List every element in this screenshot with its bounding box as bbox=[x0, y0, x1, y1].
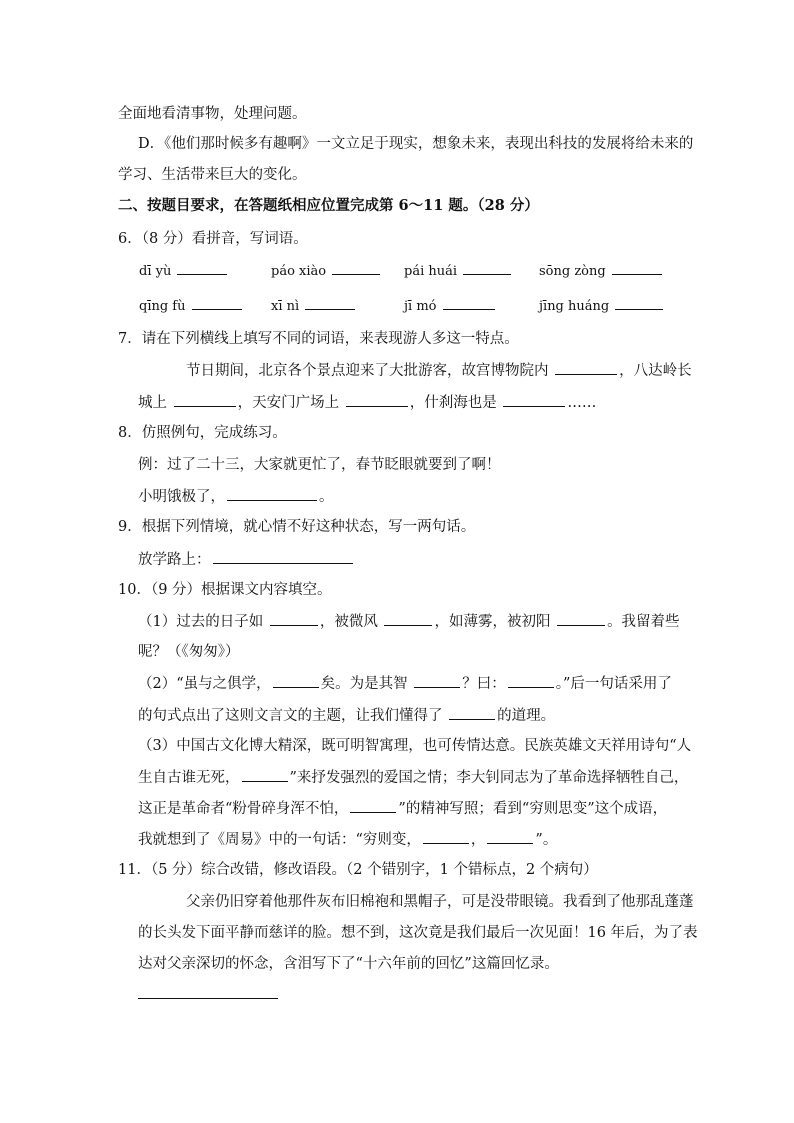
option-d-line: 学习、生活带来巨大的变化。 bbox=[118, 167, 307, 183]
text-segment: 的句式点出了这则文言文的主题，让我们懂得了 bbox=[138, 708, 443, 724]
text-segment: …… bbox=[567, 395, 597, 411]
text-segment: 矣。为是其智 bbox=[320, 676, 408, 692]
pinyin-item bbox=[404, 297, 497, 316]
question-10-line bbox=[138, 798, 667, 819]
text-segment: 小明饿极了， bbox=[138, 489, 225, 505]
text-segment: ， bbox=[470, 832, 486, 848]
answer-blank[interactable] bbox=[346, 392, 408, 407]
answer-blank[interactable] bbox=[508, 673, 554, 688]
question-9-task bbox=[138, 549, 355, 570]
answer-blank[interactable] bbox=[487, 829, 533, 844]
answer-blank[interactable] bbox=[174, 392, 236, 407]
answer-blank[interactable] bbox=[273, 673, 319, 688]
question-10-line bbox=[138, 611, 680, 632]
pinyin-text: jīng huáng bbox=[539, 299, 610, 314]
pinyin-item bbox=[539, 297, 665, 316]
text-segment: ”来抒发强烈的爱国之情；李大钊同志为了革命选择牺牲自己， bbox=[289, 770, 689, 786]
pinyin-item bbox=[271, 262, 382, 281]
text-segment: 。”后一句话采用了 bbox=[555, 676, 672, 692]
text-segment: ？曰： bbox=[462, 676, 506, 692]
text-segment: （2）“虽与之俱学， bbox=[138, 676, 271, 692]
pinyin-item bbox=[139, 297, 244, 316]
text-segment: 城上 bbox=[138, 395, 167, 411]
text-segment: 。 bbox=[319, 489, 334, 505]
passage-line: 的长头发下面平静而慈详的脸。想不到，这次竟是我们最后一次见面！16 年后，为了表 bbox=[138, 925, 698, 941]
question-10-line: （3）中国古文化博大精深，既可明智寓理，也可传情达意。民族英雄文天祥用诗句“人 bbox=[138, 738, 692, 754]
answer-blank[interactable] bbox=[227, 486, 317, 501]
answer-blank[interactable] bbox=[423, 829, 469, 844]
passage-line: 达对父亲深切的怀念，含泪写下了“十六年前的回忆”这篇回忆录。 bbox=[138, 956, 559, 972]
example-sentence: 例：过了二十三，大家就更忙了，春节眨眼就要到了啊！ bbox=[138, 457, 501, 473]
answer-blank[interactable] bbox=[443, 297, 495, 310]
text-line: 全面地看清事物，处理问题。 bbox=[118, 106, 307, 122]
question-9-prompt: 9．根据下列情境，就心情不好这种状态，写一两句话。 bbox=[118, 519, 476, 535]
pinyin-text: dī yù bbox=[139, 264, 172, 279]
passage-line: 父亲仍旧穿着他那件灰布旧棉袍和黑帽子，可是没带眼镜。我看到了他那乱蓬蓬 bbox=[186, 894, 694, 910]
answer-blank[interactable] bbox=[332, 262, 380, 275]
text-segment: 节日期间，北京各个景点迎来了大批游客，故宫博物院内 bbox=[186, 363, 549, 379]
pinyin-text: sōng zòng bbox=[539, 264, 606, 279]
pinyin-text: qīng fù bbox=[139, 299, 186, 314]
answer-blank[interactable] bbox=[270, 611, 318, 626]
text-segment: ，被微风 bbox=[319, 614, 378, 630]
answer-blank[interactable] bbox=[612, 262, 662, 275]
pinyin-item bbox=[404, 262, 513, 281]
answer-blank[interactable] bbox=[242, 767, 288, 782]
answer-blank[interactable] bbox=[350, 798, 396, 813]
pinyin-item bbox=[539, 262, 664, 281]
option-d-line: D．《他们那时候多有趣啊》一文立足于现实，想象未来，表现出科技的发展将给未来的 bbox=[138, 136, 694, 152]
text-segment: ，天安门广场上 bbox=[237, 395, 340, 411]
text-segment: 我就想到了《周易》中的一句话：“穷则变， bbox=[138, 832, 421, 848]
question-7-line bbox=[186, 360, 692, 381]
question-7-line bbox=[138, 392, 596, 413]
question-10-line bbox=[138, 673, 672, 694]
question-10-prompt: 10．（9 分）根据课文内容填空。 bbox=[118, 582, 332, 598]
text-segment: （1）过去的日子如 bbox=[138, 614, 264, 630]
question-8-task bbox=[138, 486, 334, 507]
pinyin-text: páo xiào bbox=[271, 264, 327, 279]
answer-blank[interactable] bbox=[503, 392, 565, 407]
answer-blank[interactable] bbox=[192, 297, 242, 310]
section-heading: 二、按题目要求，在答题纸相应位置完成第 6～11 题。（28 分） bbox=[118, 197, 539, 214]
question-11-prompt: 11．（5 分）综合改错，修改语段。（2 个错别字，1 个错标点，2 个病句） bbox=[118, 862, 598, 878]
answer-blank[interactable] bbox=[555, 360, 617, 375]
question-6-prompt: 6．（8 分）看拼音，写词语。 bbox=[118, 231, 308, 247]
question-10-line bbox=[138, 767, 688, 788]
pinyin-item bbox=[139, 262, 229, 281]
pinyin-text: xī nì bbox=[271, 299, 300, 314]
text-segment: ，如薄雾，被初阳 bbox=[434, 614, 551, 630]
question-10-line bbox=[138, 829, 557, 850]
pinyin-text: jī mó bbox=[404, 299, 437, 314]
text-segment: 生自古谁无死， bbox=[138, 770, 240, 786]
text-segment: ，八达岭长 bbox=[619, 363, 692, 379]
answer-blank[interactable] bbox=[463, 262, 511, 275]
answer-blank[interactable] bbox=[213, 549, 353, 564]
answer-blank[interactable] bbox=[177, 262, 227, 275]
answer-blank[interactable] bbox=[449, 705, 495, 720]
answer-line[interactable] bbox=[138, 998, 278, 999]
question-10-line: 呢？（《匆匆》） bbox=[138, 644, 240, 660]
answer-blank[interactable] bbox=[615, 297, 663, 310]
answer-blank[interactable] bbox=[305, 297, 355, 310]
text-segment: 。我留着些 bbox=[607, 614, 680, 630]
text-segment: 这正是革命者“粉骨碎身浑不怕， bbox=[138, 801, 349, 817]
pinyin-item bbox=[271, 297, 357, 316]
text-segment: 的道理。 bbox=[497, 708, 556, 724]
text-segment: 放学路上： bbox=[138, 552, 211, 568]
answer-blank[interactable] bbox=[557, 611, 605, 626]
pinyin-text: pái huái bbox=[404, 264, 458, 279]
text-segment: ”的精神写照；看到“穷则思变”这个成语， bbox=[398, 801, 668, 817]
question-8-prompt: 8．仿照例句，完成练习。 bbox=[118, 425, 287, 441]
question-10-line bbox=[138, 705, 555, 726]
question-7-prompt: 7．请在下列横线上填写不同的词语，来表现游人多这一特点。 bbox=[118, 331, 519, 347]
answer-blank[interactable] bbox=[414, 673, 460, 688]
answer-blank[interactable] bbox=[384, 611, 432, 626]
text-segment: ，什刹海也是 bbox=[409, 395, 497, 411]
text-segment: ”。 bbox=[535, 832, 558, 848]
